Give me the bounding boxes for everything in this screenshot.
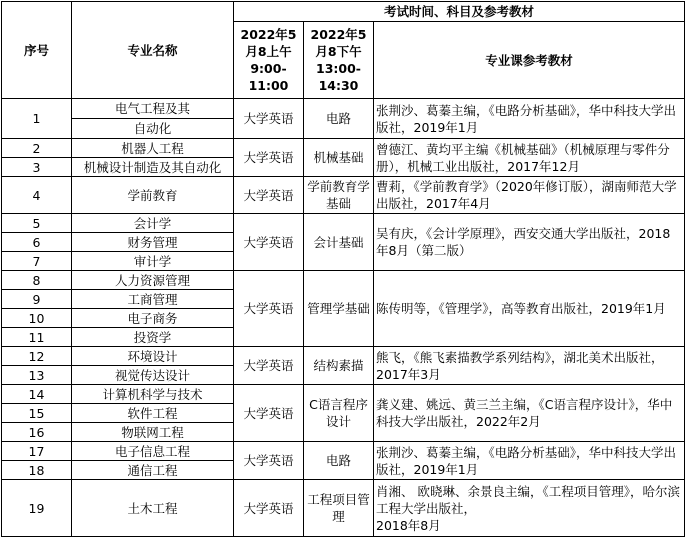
am-session-header: 2022年5 月8上午 9:00- 11:00 — [234, 22, 304, 99]
major-name: 财务管理 — [72, 233, 234, 252]
row-number: 19 — [2, 480, 72, 537]
pro-subject: 结构素描 — [304, 347, 374, 385]
row-number: 15 — [2, 404, 72, 423]
row-number: 1 — [2, 99, 72, 139]
row-number: 18 — [2, 461, 72, 480]
table-row — [2, 177, 685, 214]
row-number: 14 — [2, 385, 72, 404]
row-number: 2 — [2, 139, 72, 158]
pro-subject: 学前教育学基础 — [304, 177, 374, 214]
row-number: 17 — [2, 442, 72, 461]
english-subject: 大学英语 — [234, 442, 304, 480]
row-number: 10 — [2, 309, 72, 328]
english-subject: 大学英语 — [234, 385, 304, 442]
exam-group-header: 考试时间、科目及参考教材 — [234, 2, 685, 22]
major-name: 软件工程 — [72, 404, 234, 423]
english-subject: 大学英语 — [234, 214, 304, 271]
major-name: 电子信息工程 — [72, 442, 234, 461]
row-number: 4 — [2, 177, 72, 214]
textbook: 龚义建、姚远、黄三兰主编，《C语言程序设计》，华中科技大学出版社，2022年2月 — [374, 385, 685, 442]
row-number: 16 — [2, 423, 72, 442]
textbook-header: 专业课参考教材 — [374, 22, 685, 99]
exam-schedule-table — [1, 1, 685, 537]
row-number: 11 — [2, 328, 72, 347]
major-header: 专业名称 — [72, 2, 234, 99]
textbook: 熊飞，《熊飞素描教学系列结构》，湖北美术出版社，2017年3月 — [374, 347, 685, 385]
textbook: 肖湘、 欧晓琳、余景良主编，《工程项目管理》，哈尔滨工程大学出版社， 2018年8月 — [374, 480, 685, 537]
major-name: 学前教育 — [72, 177, 234, 214]
major-name: 会计学 — [72, 214, 234, 233]
table-row — [2, 385, 685, 404]
textbook: 陈传明等，《管理学》，高等教育出版社，2019年1月 — [374, 271, 685, 347]
serial-header: 序号 — [2, 2, 72, 99]
major-name: 视觉传达设计 — [72, 366, 234, 385]
row-number: 9 — [2, 290, 72, 309]
textbook: 张荆沙、葛蓁主编，《电路分析基础》，华中科技大学出版社，2019年1月 — [374, 442, 685, 480]
textbook: 曾德江、黄均平主编《机械基础》（机械原理与零件分册），机械工业出版社，2017年12月 — [374, 139, 685, 177]
pro-subject: 电路 — [304, 99, 374, 139]
row-number: 6 — [2, 233, 72, 252]
textbook: 吴有庆，《会计学原理》，西安交通大学出版社，2018年8月（第二版） — [374, 214, 685, 271]
english-subject: 大学英语 — [234, 480, 304, 537]
major-name: 土木工程 — [72, 480, 234, 537]
header-row-top — [2, 2, 685, 22]
major-name: 环境设计 — [72, 347, 234, 366]
row-number: 13 — [2, 366, 72, 385]
table-row — [2, 347, 685, 366]
row-number: 12 — [2, 347, 72, 366]
table-row — [2, 480, 685, 537]
major-name: 物联网工程 — [72, 423, 234, 442]
table-row — [2, 271, 685, 290]
row-number: 5 — [2, 214, 72, 233]
table-row — [2, 139, 685, 158]
pm-session-header: 2022年5 月8下午 13:00- 14:30 — [304, 22, 374, 99]
major-name: 电子商务 — [72, 309, 234, 328]
pro-subject: C语言程序设计 — [304, 385, 374, 442]
row-number: 7 — [2, 252, 72, 271]
english-subject: 大学英语 — [234, 271, 304, 347]
pro-subject: 机械基础 — [304, 139, 374, 177]
table-row — [2, 442, 685, 461]
major-name: 审计学 — [72, 252, 234, 271]
major-name: 机器人工程 — [72, 139, 234, 158]
table-row — [2, 214, 685, 233]
major-name-cont: 自动化 — [72, 119, 234, 139]
major-name: 机械设计制造及其自动化 — [72, 158, 234, 177]
textbook: 曹莉，《学前教育学》（2020年修订版），湖南师范大学出版社，2017年4月 — [374, 177, 685, 214]
english-subject: 大学英语 — [234, 177, 304, 214]
pro-subject: 工程项目管理 — [304, 480, 374, 537]
major-name: 投资学 — [72, 328, 234, 347]
major-name: 工商管理 — [72, 290, 234, 309]
major-name: 计算机科学与技术 — [72, 385, 234, 404]
pro-subject: 会计基础 — [304, 214, 374, 271]
major-name: 电气工程及其 — [72, 99, 234, 119]
major-name: 通信工程 — [72, 461, 234, 480]
pro-subject: 电路 — [304, 442, 374, 480]
english-subject: 大学英语 — [234, 347, 304, 385]
pro-subject: 管理学基础 — [304, 271, 374, 347]
textbook: 张荆沙、葛蓁主编，《电路分析基础》，华中科技大学出版社，2019年1月 — [374, 99, 685, 139]
table-row — [2, 99, 685, 119]
row-number: 8 — [2, 271, 72, 290]
major-name: 人力资源管理 — [72, 271, 234, 290]
english-subject: 大学英语 — [234, 99, 304, 139]
english-subject: 大学英语 — [234, 139, 304, 177]
row-number: 3 — [2, 158, 72, 177]
